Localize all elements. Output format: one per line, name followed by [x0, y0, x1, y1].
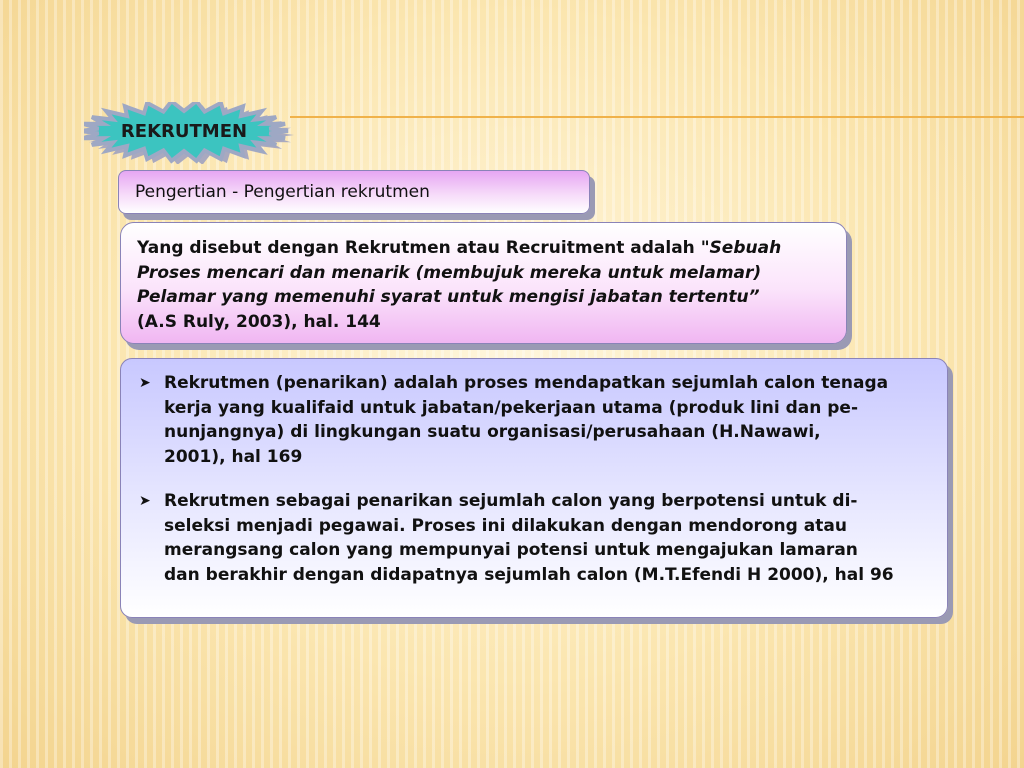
arrowhead-bullet-icon: ➤	[139, 493, 151, 509]
title-accent-line	[290, 116, 1024, 118]
definition-header-text: Pengertian - Pengertian rekrutmen	[135, 182, 430, 202]
bullet-1-line-1: Rekrutmen (penarikan) adalah proses mendapatkan sejumlah calon tenaga	[164, 373, 889, 393]
bullet-2-line-2: seleksi menjadi pegawai. Proses ini dilakukan dengan mendorong atau	[164, 515, 847, 536]
quote-citation: (A.S Ruly, 2003), hal. 144	[137, 311, 381, 332]
bullet-item-1	[139, 371, 939, 469]
bullet-1-line-2: kerja yang kualifaid untuk jabatan/pekerjaan utama (produk lini dan pe-	[164, 397, 859, 418]
bullet-item-2	[139, 489, 939, 587]
bullet-2-line-3: merangsang calon yang mempunyai potensi untuk mengajukan lamaran	[164, 540, 858, 560]
bullet-2-line-4: dan berakhir dengan didapatnya sejumlah calon (M.T.Efendi H 2000), hal 96	[164, 564, 894, 585]
bullet-list-box	[120, 358, 948, 618]
quote-box	[120, 222, 847, 344]
title-badge	[84, 102, 306, 164]
quote-italic: "Sebuah Proses mencari dan menarik (membujuk mereka untuk melamar) Pelamar yang memenuhi syarat untuk mengisi jabatan tertentu”	[137, 238, 782, 307]
definition-header-box	[118, 170, 590, 214]
arrowhead-bullet-icon: ➤	[139, 375, 151, 391]
quote-intro: Yang disebut dengan Rekrutmen atau Recruitment adalah	[137, 238, 701, 258]
title-badge-label: REKRUTMEN	[120, 120, 248, 142]
bullet-2-line-1: Rekrutmen sebagai penarikan sejumlah calon yang berpotensi untuk di-	[164, 491, 858, 511]
bullet-1-line-4: 2001), hal 169	[164, 446, 303, 467]
quote-text	[137, 236, 833, 334]
bullet-1-line-3: nunjangnya) di lingkungan suatu organisasi/perusahaan (H.Nawawi,	[164, 422, 821, 442]
